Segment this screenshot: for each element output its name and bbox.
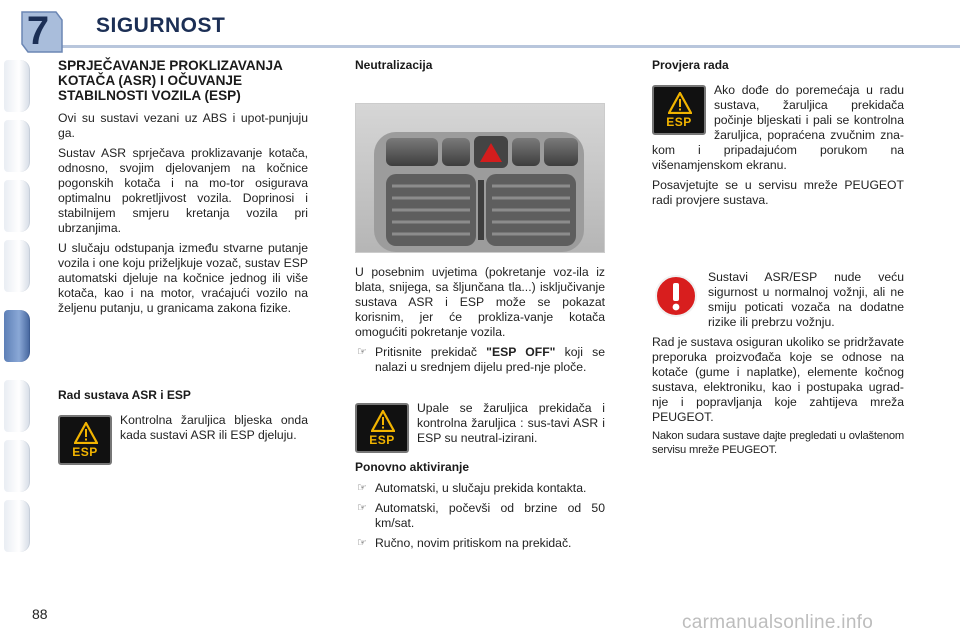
- list-item-text: Automatski, u slučaju prekida kontakta.: [375, 481, 587, 495]
- side-tab[interactable]: [4, 500, 30, 552]
- dashboard-switch-photo: [355, 103, 605, 253]
- list-item: [355, 481, 605, 496]
- list-item: [355, 345, 605, 375]
- section-heading: SPRJEČAVANJE PROKLIZAVANJA KOTAČA (ASR) I OČUVANJE STABILNOSTI VOZILA (ESP): [58, 58, 283, 103]
- chapter-number: 7: [26, 9, 50, 53]
- list-item-text: Ručno, novim pritiskom na prekidač.: [375, 536, 572, 550]
- esp-label: ESP: [369, 433, 395, 447]
- warning-triangle-icon: [371, 410, 395, 432]
- sub-heading: Ponovno aktiviranje: [355, 460, 470, 474]
- side-tab[interactable]: [4, 380, 30, 432]
- esp-lamp-block: [58, 413, 308, 459]
- side-tab[interactable]: [4, 60, 30, 112]
- sub-heading: Neutralizacija: [355, 58, 433, 72]
- paragraph: U posebnim uvjetima (pokretanje voz-ila iz blata, snijega, sa šljunčana tla...) isključivanje sustava ASR i ESP može se pokazat korisnim, jer će prokliza-vanje kotača omogućiti pokretanje vozila.: [355, 265, 605, 339]
- alert-description: Sustavi ASR/ESP nude veću sigurnost u normalnoj vožnji, ali ne smiju poticati vozača na dodatne rizike ili prebrzu vožnju.: [708, 270, 904, 329]
- reactivation-list: [355, 481, 605, 551]
- esp-warning-icon: [355, 403, 409, 453]
- esp-fault-lamp-block: [652, 83, 904, 173]
- side-tab-active[interactable]: [4, 310, 30, 362]
- esp-label: ESP: [666, 115, 692, 129]
- sub-heading: Provjera rada: [652, 58, 729, 72]
- esp-off-lamp-block: [355, 401, 605, 446]
- pointing-hand-icon: ☞: [357, 502, 367, 514]
- paragraph: Nakon sudara sustave dajte pregledati u ovlaštenom servisu mreže PEUGEOT.: [652, 430, 904, 456]
- paragraph: Ovi su sustavi vezani uz ABS i upot-punjuju ga.: [58, 111, 308, 140]
- exclamation-icon: [654, 274, 698, 318]
- list-item-text: Pritisnite prekidač: [375, 345, 487, 359]
- lamp-description: Kontrolna žaruljica bljeska onda kada sustavi ASR ili ESP djeluju.: [120, 413, 308, 442]
- esp-label: ESP: [72, 445, 98, 459]
- chapter-badge: [12, 6, 64, 56]
- esp-off-label: "ESP OFF": [486, 345, 556, 359]
- esp-warning-icon: [58, 415, 112, 465]
- side-tab[interactable]: [4, 180, 30, 232]
- side-tab[interactable]: [4, 440, 30, 492]
- paragraph: Rad je sustava osiguran ukoliko se pridržavate preporuka proizvođača koje se odnose na kotače (gume i naplatke), elemente kočnog sustava, elektroniku, kao i postupaka ugrad-nje i popravljanja koje zahtijeva mreža PEUGEOT.: [652, 335, 905, 424]
- list-item: [355, 536, 605, 551]
- watermark: carmanualsonline.info: [682, 612, 874, 633]
- pointing-hand-icon: ☞: [357, 482, 367, 494]
- warning-triangle-icon: [668, 92, 692, 114]
- page-number: 88: [32, 606, 48, 622]
- page-title: SIGURNOST: [96, 14, 226, 37]
- list-item-text: koji se nalazi u srednjem dijelu pred-nje ploče.: [375, 345, 605, 374]
- dashboard-vents-illustration: [356, 104, 605, 253]
- side-tabs: [0, 40, 34, 580]
- lamp-description: Upale se žaruljica prekidača i kontrolna žaruljica : sus-tavi ASR i ESP su neutral-izirani.: [417, 401, 605, 445]
- sub-heading: Rad sustava ASR i ESP: [58, 388, 191, 402]
- pointing-hand-icon: ☞: [357, 346, 367, 358]
- paragraph: U slučaju odstupanja između stvarne putanje vozila i one koju priželjkuje vozač, sustav ESP automatski djeluje na kočnice jednog ili više kotača, kao i na motor, vraćajući vozilo na željenu putanju, u granicama zakona fizike.: [58, 241, 308, 315]
- esp-warning-icon: [652, 85, 706, 135]
- column-2: [355, 58, 605, 556]
- pointing-hand-icon: ☞: [357, 537, 367, 549]
- switch-instruction-list: [355, 345, 605, 375]
- paragraph: Posavjetujte se u servisu mreže PEUGEOT radi provjere sustava.: [652, 178, 904, 207]
- side-tab[interactable]: [4, 120, 30, 172]
- side-tab[interactable]: [4, 240, 30, 292]
- safety-alert-block: [652, 270, 904, 330]
- warning-triangle-icon: [74, 422, 98, 444]
- lamp-description: Ako dođe do poremećaja u radu sustava, žaruljica prekidača počinje bljeskati i pali se kontrolna žaruljica, popraćena zvučnim zna-kom i pripadajućom porukom na višenamjenskom ekranu.: [652, 83, 904, 172]
- list-item: [355, 501, 605, 531]
- column-3: [652, 58, 904, 462]
- column-1: [58, 58, 308, 467]
- list-item-text: Automatski, počevši od brzine od 50 km/sat.: [375, 501, 605, 530]
- paragraph: Sustav ASR sprječava proklizavanje kotača, odnosno, svojim djelovanjem na kočnice pogonskih kotača i na mo-tor osigurava optimalnu pokretljivost vozila. Doprinosi i stabilnijem smjeru kretanja vozila pri ubrzanjima.: [58, 146, 308, 235]
